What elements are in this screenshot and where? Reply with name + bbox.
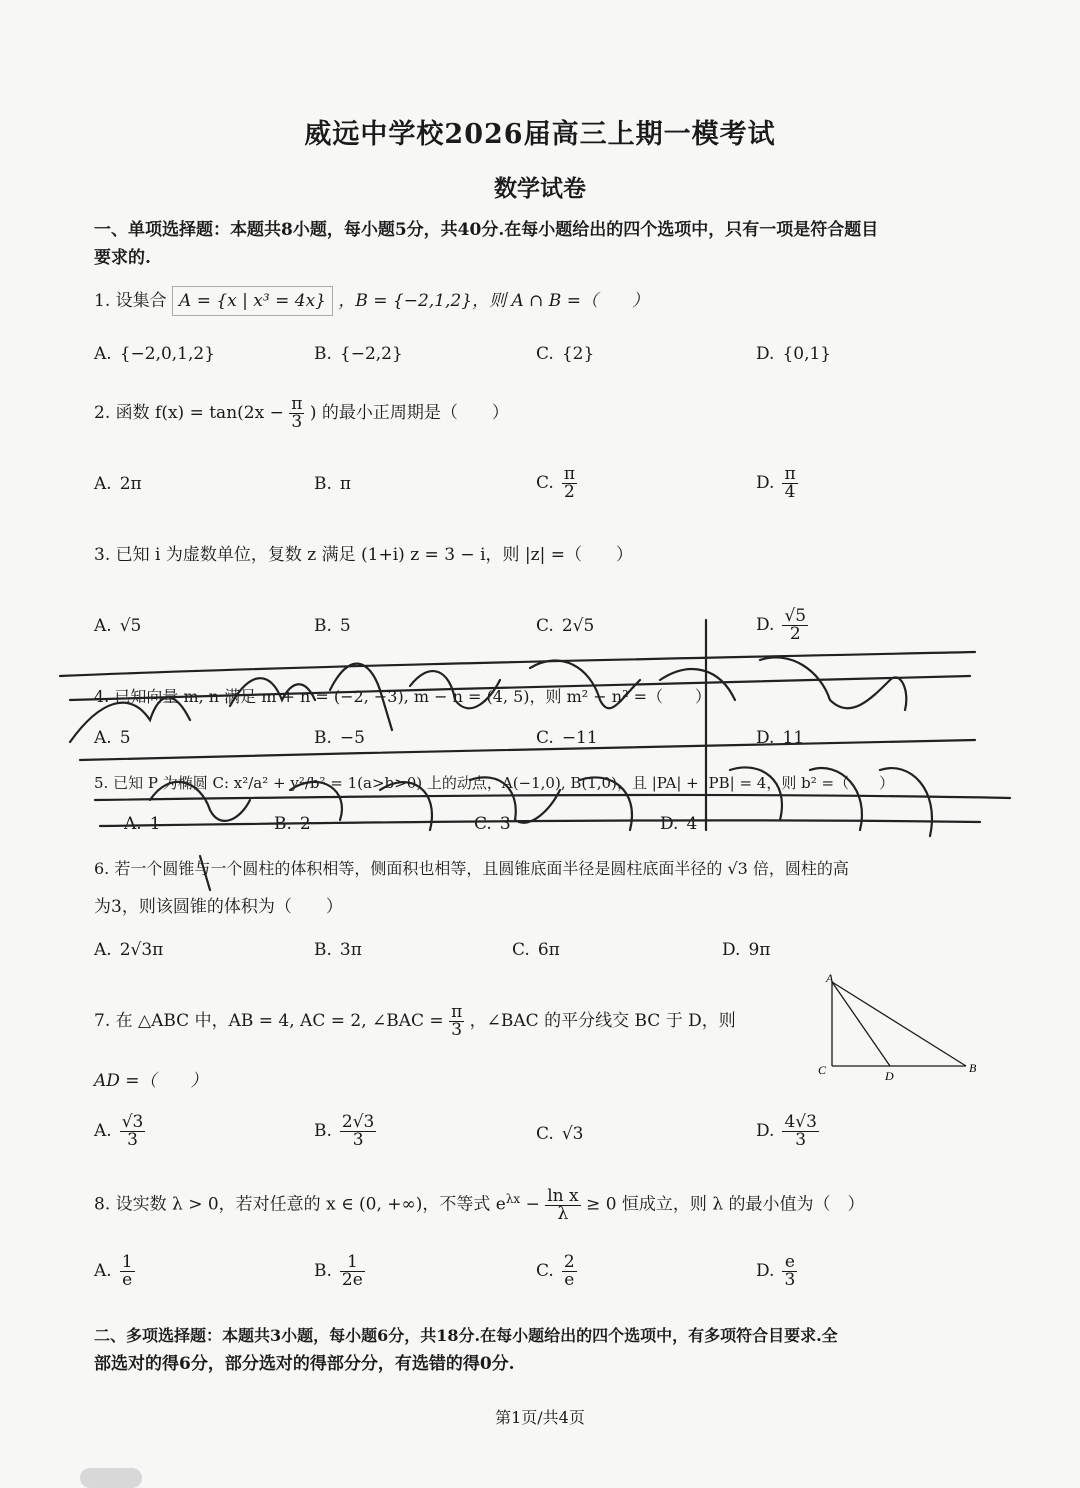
fig-label-d: D bbox=[885, 1069, 894, 1083]
exam-title: 威远中学校2026届高三上期一模考试 bbox=[304, 119, 776, 150]
q5-option-a[interactable]: A. 1 bbox=[124, 814, 161, 834]
q6-option-d[interactable]: D. 9π bbox=[722, 940, 771, 960]
q3-option-d[interactable]: D. $\frac{√5}{2}$ bbox=[756, 606, 807, 644]
q8-lnx-over-lambda: $\frac{\text{ln x}}{\lambda}$ bbox=[547, 1185, 579, 1224]
q2-prefix: 2. 函数 f(x) = tan(2x − bbox=[94, 403, 284, 423]
q6-line2: 为3，则该圆锥的体积为（ ） bbox=[94, 897, 343, 917]
q1-options bbox=[94, 344, 994, 384]
q7-option-a[interactable]: A. $\frac{√3}{3}$ bbox=[94, 1112, 144, 1150]
question-3: 3. 已知 i 为虚数单位，复数 z 满足 (1+i) z = 3 − i，则 |z| =（ ） bbox=[94, 545, 633, 565]
q6-option-a[interactable]: A. 2√3π bbox=[94, 940, 164, 960]
q7-pi-over-3: $\frac{\pi}{3}$ bbox=[451, 1002, 463, 1040]
question-1 bbox=[94, 286, 994, 316]
q6-option-b[interactable]: B. 3π bbox=[314, 940, 362, 960]
q8-rest: ≥ 0 恒成立，则 λ 的最小值为（ ） bbox=[586, 1194, 865, 1215]
q6-line1: 6. 若一个圆锥与一个圆柱的体积相等，侧面积也相等，且圆锥底面半径是圆柱底面半径的 √3 倍，圆柱的高 bbox=[94, 859, 849, 878]
fig-label-b: B bbox=[969, 1061, 977, 1075]
q2-option-d[interactable]: D. $\frac{\pi}{4}$ bbox=[756, 464, 796, 502]
q1-rest: ，B = {−2,1,2}，则 A ∩ B =（ ） bbox=[338, 291, 649, 311]
question-6 bbox=[94, 854, 994, 922]
q3-option-a[interactable]: A. √5 bbox=[94, 616, 142, 636]
q5-option-b[interactable]: B. 2 bbox=[274, 814, 311, 834]
q8-option-a[interactable]: A. $\frac{1}{e}$ bbox=[94, 1252, 133, 1290]
q2-rest: ) 的最小正周期是（ ） bbox=[309, 403, 509, 423]
q7-prefix: 7. 在 △ABC 中，AB = 4, AC = 2, ∠BAC = bbox=[94, 1011, 444, 1031]
q4-option-c[interactable]: C. −11 bbox=[536, 728, 598, 748]
q7-options bbox=[94, 1114, 994, 1164]
q1-set-a: A = {x | x³ = 4x} bbox=[172, 286, 333, 316]
q2-options bbox=[94, 466, 994, 516]
q5-options bbox=[94, 814, 994, 854]
q8-option-d[interactable]: D. $\frac{e}{3}$ bbox=[756, 1252, 796, 1290]
q1-option-c[interactable]: C. {2} bbox=[536, 344, 595, 364]
q2-option-a[interactable]: A. 2π bbox=[94, 474, 142, 494]
q4-option-b[interactable]: B. −5 bbox=[314, 728, 365, 748]
q7-option-d[interactable]: D. $\frac{4√3}{3}$ bbox=[756, 1112, 817, 1150]
section-2-header bbox=[94, 1322, 994, 1378]
q2-option-c[interactable]: C. $\frac{\pi}{2}$ bbox=[536, 464, 575, 502]
section-2-line1: 二、多项选择题：本题共3小题，每小题6分，共18分.在每小题给出的四个选项中，有多项符合目要求.全 bbox=[94, 1326, 838, 1345]
q6-option-c[interactable]: C. 6π bbox=[512, 940, 560, 960]
q7-option-b[interactable]: B. $\frac{2√3}{3}$ bbox=[314, 1112, 375, 1150]
q8-option-b[interactable]: B. $\frac{1}{2e}$ bbox=[314, 1252, 363, 1290]
q1-prefix: 1. 设集合 bbox=[94, 291, 167, 311]
q8-prefix: 8. 设实数 λ > 0，若对任意的 x ∈ (0, +∞)，不等式 e bbox=[94, 1194, 506, 1215]
q4-option-d[interactable]: D. 11 bbox=[756, 728, 805, 748]
fig-label-c: C bbox=[818, 1063, 827, 1077]
q1-option-a[interactable]: A. {−2,0,1,2} bbox=[94, 344, 216, 364]
section-1-line1: 一、单项选择题：本题共8小题，每小题5分，共40分.在每小题给出的四个选项中，只有一项是符合题目 bbox=[94, 220, 879, 240]
q4-options bbox=[94, 728, 994, 768]
q8-option-c[interactable]: C. $\frac{2}{e}$ bbox=[536, 1252, 575, 1290]
scroll-handle[interactable] bbox=[80, 1468, 142, 1488]
question-5: 5. 已知 P 为椭圆 C: x²/a² + y²/b² = 1(a>b>0) 上的动点，A(−1,0), B(1,0)，且 |PA| + |PB| = 4，则 b² =（ ） bbox=[94, 774, 895, 792]
q1-option-d[interactable]: D. {0,1} bbox=[756, 344, 832, 364]
q7-option-c[interactable]: C. √3 bbox=[536, 1124, 584, 1144]
q4-option-a[interactable]: A. 5 bbox=[94, 728, 131, 748]
q7-line2: AD =（ ） bbox=[94, 1071, 208, 1091]
q8-exponent: λx bbox=[505, 1192, 521, 1206]
q7-triangle-figure bbox=[810, 968, 990, 1083]
q7-rest: ，∠BAC 的平分线交 BC 于 D，则 bbox=[469, 1011, 736, 1031]
question-8: 8. 设实数 λ > 0，若对任意的 x ∈ (0, +∞)，不等式 $e^{\lambda x}$ − $\frac{\text{ln x}}{\lambda}$ ≥ 0 恒成立，则 λ 的最小值为（ ） bbox=[94, 1185, 865, 1224]
question-4: 4. 已知向量 m, n 满足 m + n = (−2, −3), m − n = (4, 5)，则 m² − n² =（ ） bbox=[94, 687, 712, 706]
q2-option-b[interactable]: B. π bbox=[314, 474, 352, 494]
section-2-line2: 部选对的得6分，部分选对的得部分分，有选错的得0分. bbox=[94, 1354, 515, 1374]
question-2 bbox=[94, 396, 994, 431]
exam-subtitle: 数学试卷 bbox=[494, 175, 586, 202]
q5-option-d[interactable]: D. 4 bbox=[660, 814, 698, 834]
fig-label-a: A bbox=[826, 971, 834, 985]
q3-option-c[interactable]: C. 2√5 bbox=[536, 616, 595, 636]
q1-option-b[interactable]: B. {−2,2} bbox=[314, 344, 403, 364]
page-footer: 第1页/共4页 bbox=[495, 1408, 585, 1427]
section-1-header bbox=[94, 216, 994, 272]
q5-option-c[interactable]: C. 3 bbox=[474, 814, 511, 834]
q3-options bbox=[94, 608, 994, 658]
q3-option-b[interactable]: B. 5 bbox=[314, 616, 351, 636]
q2-pi-over-3: $\frac{\pi}{3}$ bbox=[291, 394, 303, 432]
q8-options bbox=[94, 1254, 994, 1304]
section-1-line2: 要求的. bbox=[94, 248, 151, 268]
